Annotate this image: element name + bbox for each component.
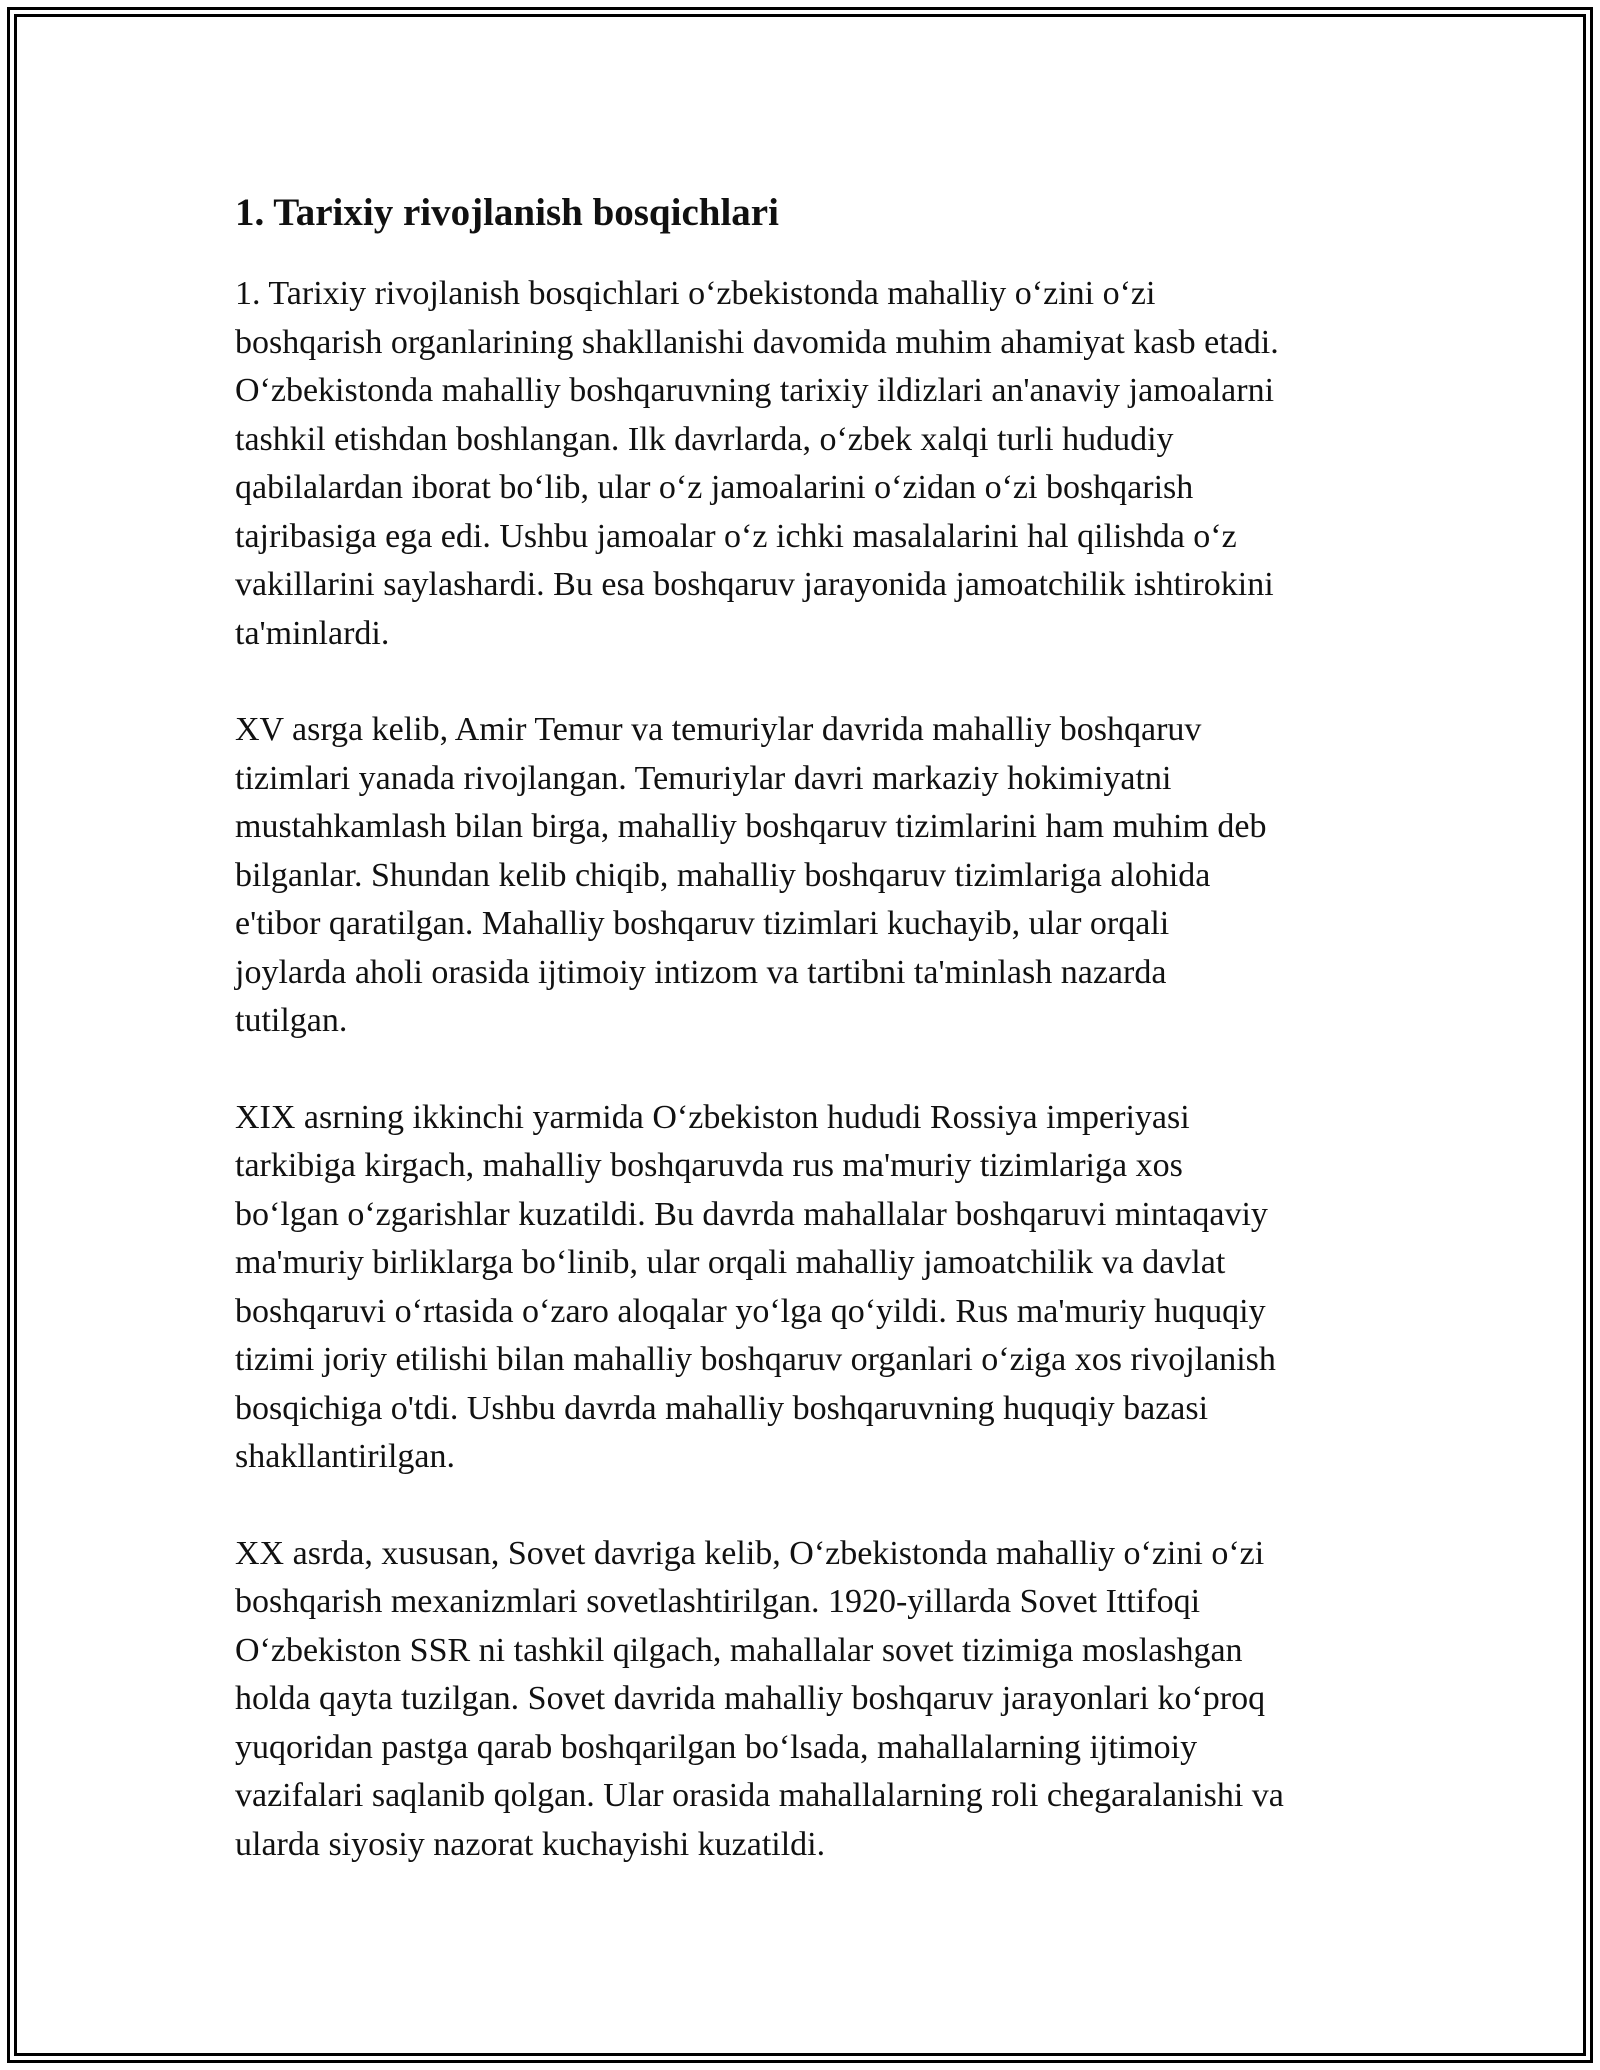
paragraph-historical-stages: 1. Tarixiy rivojlanish bosqichlari o‘zbekistonda mahalliy o‘zini o‘zi boshqarish organlarining shakllanishi davomida muhim ahamiyat kasb etadi. O‘zbekistonda mahalliy boshqaruvning tarixiy ildizlari an'anaviy jamoalarni tashkil etishdan boshlangan. Ilk davrlarda, o‘zbek xalqi turli hududiy qabilalardan iborat bo‘lib, ular o‘z jamoalarini o‘zidan o‘zi boshqarish tajribasiga ega edi. Ushbu jamoalar o‘z ichki masalalarini hal qilishda o‘z vakillarini saylashardi. Bu esa boshqaruv jarayonida jamoatchilik ishtirokini ta'minlardi. xyxy=(235,275,1279,652)
paragraph-timurid-period: XV asrga kelib, Amir Temur va temuriylar davrida mahalliy boshqaruv tizimlari yanada rivojlangan. Temuriylar davri markaziy hokimiyatni mustahkamlash bilan birga, mahalliy boshqaruv tizimlarini ham muhim deb bilganlar. Shundan kelib chiqib, mahalliy boshqaruv tizimlariga alohida e'tibor qaratilgan. Mahalliy boshqaruv tizimlari kuchayib, ular orqali joylarda aholi orasida ijtimoiy intizom va tartibni ta'minlash nazarda tutilgan. xyxy=(235,711,1267,1039)
paragraph-russian-empire-period: XIX asrning ikkinchi yarmida O‘zbekiston hududi Rossiya imperiyasi tarkibiga kirgach, mahalliy boshqaruvda rus ma'muriy tizimlariga xos bo‘lgan o‘zgarishlar kuzatildi. Bu davrda mahallalar boshqaruvi mintaqaviy ma'muriy birliklarga bo‘linib, ular orqali mahalliy jamoatchilik va davlat boshqaruvi o‘rtasida o‘zaro aloqalar yo‘lga qo‘yildi. Rus ma'muriy huquqiy tizimi joriy etilishi bilan mahalliy boshqaruv organlari o‘ziga xos rivojlanish bosqichiga o'tdi. Ushbu davrda mahalliy boshqaruvning huquqiy bazasi shakllantirilgan. xyxy=(235,1098,1276,1475)
paragraph-soviet-period: XX asrda, xususan, Sovet davriga kelib, O‘zbekistonda mahalliy o‘zini o‘zi boshqarish mexanizmlari sovetlashtirilgan. 1920-yillarda Sovet Ittifoqi O‘zbekiston SSR ni tashkil qilgach, mahallalar sovet tizimiga moslashgan holda qayta tuzilgan. Sovet davrida mahalliy boshqaruv jarayonlari ko‘proq yuqoridan pastga qarab boshqarilgan bo‘lsada, mahallalarning ijtimoiy vazifalari saqlanib qolgan. Ular orasida mahallalarning roli chegaralanishi va ularda siyosiy nazorat kuchayishi kuzatildi. xyxy=(235,1534,1284,1863)
section-title: 1. Tarixiy rivojlanish bosqichlari xyxy=(235,191,779,234)
document-body xyxy=(235,182,1380,1917)
